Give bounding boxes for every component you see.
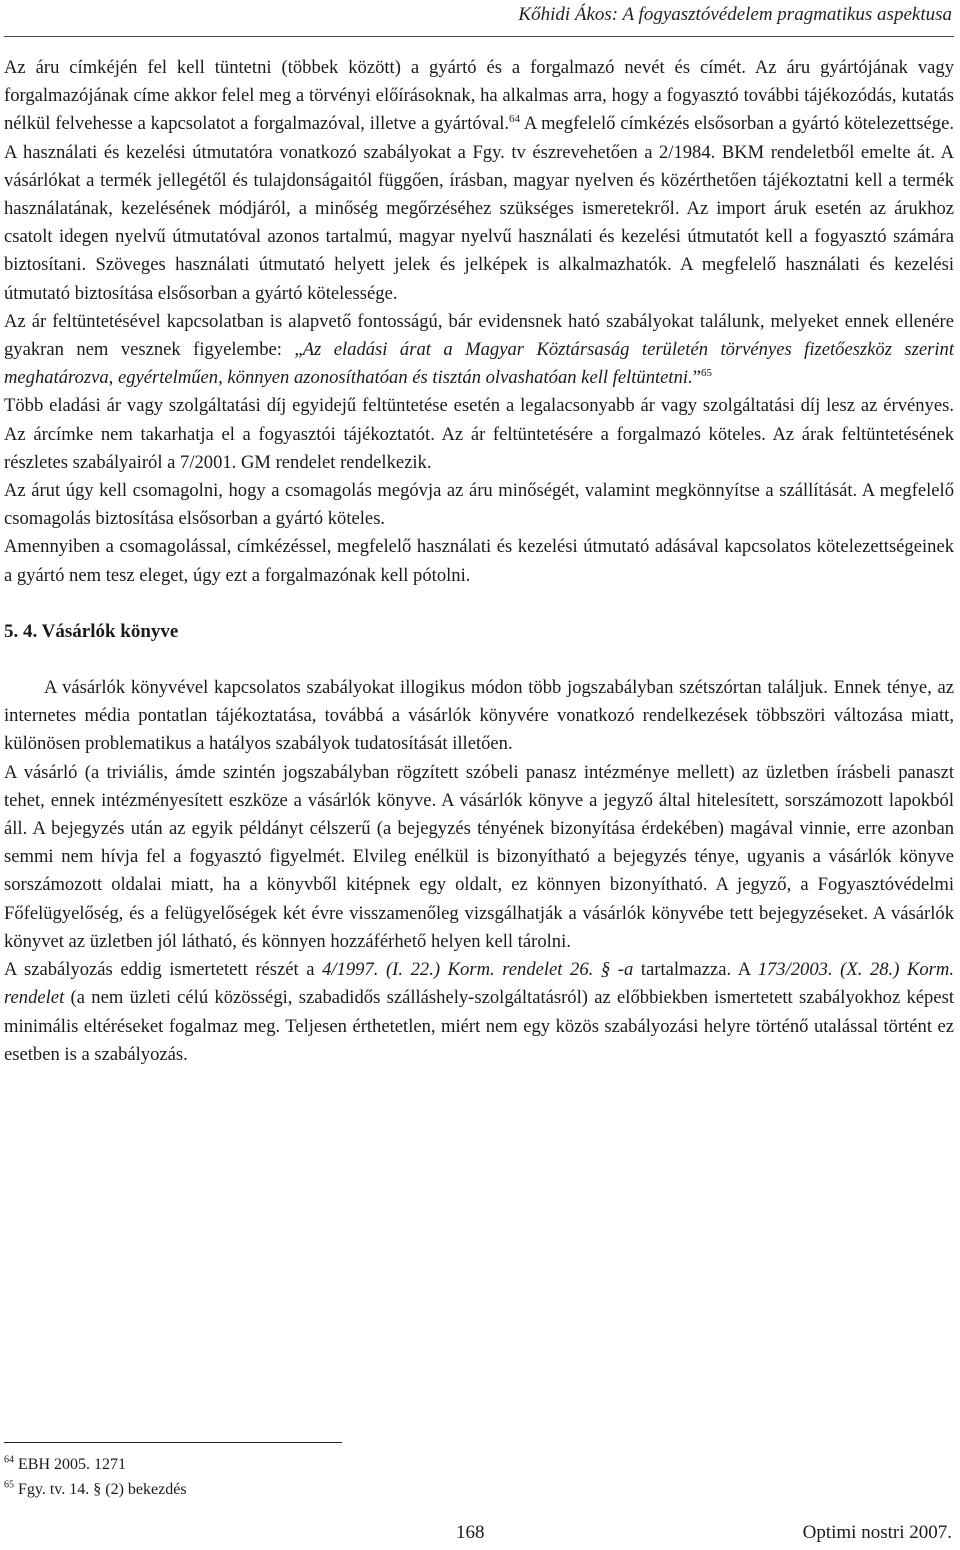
paragraph-regulation <box>4 956 954 1069</box>
header-divider <box>4 36 954 37</box>
footnotes <box>4 1452 187 1502</box>
paragraph-text: A szabályozás eddig ismertetett részét a <box>4 959 323 981</box>
footnote-text: Fgy. tv. 14. § (2) bekezdés <box>14 1481 187 1498</box>
paragraph-text: Az ár feltüntetésével kapcsolatban is alapvető fontosságú, bár evidensnek ható szabályokat találunk, melyeket ennek ellenére gyakran nem vesznek figyelembe: „ <box>4 310 954 361</box>
footnote-text: EBH 2005. 1271 <box>14 1456 126 1473</box>
paragraph-obligations: Amennyiben a csomagolással, címkézéssel, megfelelő használati és kezelési útmutató adásával kapcsolatos kötelezettségeinek a gyártó nem tesz eleget, úgy ezt a forgalmazónak kell pótolni. <box>4 536 954 586</box>
footnote-65 <box>4 1477 187 1502</box>
closing-quote: ” <box>692 367 701 389</box>
footnote-divider <box>4 1442 342 1443</box>
running-header: Kőhidi Ákos: A fogyasztóvédelem pragmatikus aspektusa <box>518 4 952 25</box>
publication-name: Optimi nostri 2007. <box>802 1522 952 1543</box>
paragraph-labeling <box>4 54 954 308</box>
footnote-64 <box>4 1452 187 1477</box>
paragraph-text: A megfelelő címkézés elsősorban a gyártó kötelezettsége. A használati és kezelési útmutatóra vonatkozó szabályokat a Fgy. tv észrevehetően a 2/1984. BKM rendeletből emelte át. A vásárlókat a termék jellegétől és tulajdonságaitól függően, írásban, magyar nyelven és közérthetően tájékoztatni kell a termék használatának, kezelésének módjáról, a minőség megőrzéséhez szükséges ismeretekről. Az import áruk esetén az árukhoz csatolt idegen nyelvű útmutatóval azonos tartalmú, magyar nyelvű használati és kezelési útmutatót kell a fogyasztó számára biztosítani. Szöveges használati útmutató helyett jelek és jelképek is alkalmazhatók. A megfelelő használati és kezelési útmutató biztosítása elsősorban a gyártó kötelessége. <box>4 113 954 304</box>
main-text <box>4 54 954 1069</box>
paragraph-packaging: Az árut úgy kell csomagolni, hogy a csomagolás megóvja az áru minőségét, valamint megkönnyítse a szállítását. A megfelelő csomagolás biztosítása elsősorban a gyártó köteles. <box>4 480 954 530</box>
footnote-number: 65 <box>4 1479 14 1491</box>
paragraph-text: tartalmazza. A <box>633 959 758 981</box>
footnote-number: 64 <box>4 1454 14 1466</box>
page-number: 168 <box>456 1522 485 1543</box>
law-citation: 4/1997. (I. 22.) Korm. rendelet 26. § -a <box>322 959 634 981</box>
law-citation: 173/2003. (X. 28.) Korm. rendelet <box>4 959 954 1009</box>
paragraph-complaints-book-intro: A vásárlók könyvével kapcsolatos szabályokat illogikus módon több jogszabályban szétszórtan találjuk. Ennek ténye, az internetes média pontatlan tájékoztatása, továbbá a vásárlók könyvére vonatkozó rendelkezések többszöri változása miatt, különösen problematikus a hatályos szabályok tudatosítását illetően. <box>4 677 954 755</box>
paragraph-price <box>4 308 954 393</box>
paragraph-text: (a nem üzleti célú közösségi, szabadidős szálláshely-szolgáltatásról) az előbbiekben ismertetett szabályokhoz képest minimális eltéréseket fogalmaz meg. Teljesen érthetetlen, miért nem egy közös szabályozási helyre történő utalással történt ez esetben is a szabályozás. <box>4 987 954 1065</box>
paragraph-complaints-book-details: A vásárló (a triviális, ámde szintén jogszabályban rögzített szóbeli panasz intézménye mellett) az üzletben írásbeli panaszt tehet, ennek intézményesített eszköze a vásárlók könyve. A vásárlók könyve a jegyző által hitelesített, sorszámozott lapokból áll. A bejegyzés után az egyik példányt célszerű (a bejegyzés tényének bizonyítása érdekében) magával vinnie, erre azonban semmi nem hívja fel a fogyasztó figyelmét. Elvileg enélkül is bizonyítható a bejegyzés ténye, ugyanis a vásárlók könyve sorszámozott oldalai miatt, ha a könyvből kitépnek egy oldalt, ez könnyen bizonyítható. A jegyző, a Fogyasztóvédelmi Főfelügyelőség, és a felügyelőségek két évre visszamenőleg vizsgálhatják a vásárlók könyvébe tett bejegyzéseket. A vásárlók könyvet az üzletben jól látható, és könnyen hozzáférhető helyen kell tárolni. <box>4 761 954 952</box>
paragraph-text: Az áru címkéjén fel kell tüntetni (többek között) a gyártó és a forgalmazó nevét és címét. Az áru gyártójának vagy forgalmazójának címe akkor felel meg a törvényi előírásoknak, ha alkalmas arra, hogy a fogyasztó további tájékozódás, kutatás nélkül felvehesse a kapcsolatot a forgalmazóval, illetve a gyártóval. <box>4 57 954 135</box>
quotation: Az eladási árat a Magyar Köztársaság területén törvényes fizetőeszköz szerint meghatározva, egyértelműen, könnyen azonosíthatóan és tisztán olvashatóan kell feltüntetni. <box>4 339 954 389</box>
footnote-ref-64[interactable]: 64 <box>509 113 521 126</box>
section-heading: 5. 4. Vásárlók könyve <box>4 620 179 642</box>
paragraph-multiple-prices: Több eladási ár vagy szolgáltatási díj egyidejű feltüntetése esetén a legalacsonyabb ár vagy szolgáltatási díj lesz az érvényes. Az árcímke nem takarhatja el a fogyasztói tájékoztatót. Az ár feltüntetésére a forgalmazó köteles. Az árak feltüntetésének részletes szabályairól a 7/2001. GM rendelet rendelkezik. <box>4 395 954 473</box>
footnote-ref-65[interactable]: 65 <box>700 367 712 380</box>
